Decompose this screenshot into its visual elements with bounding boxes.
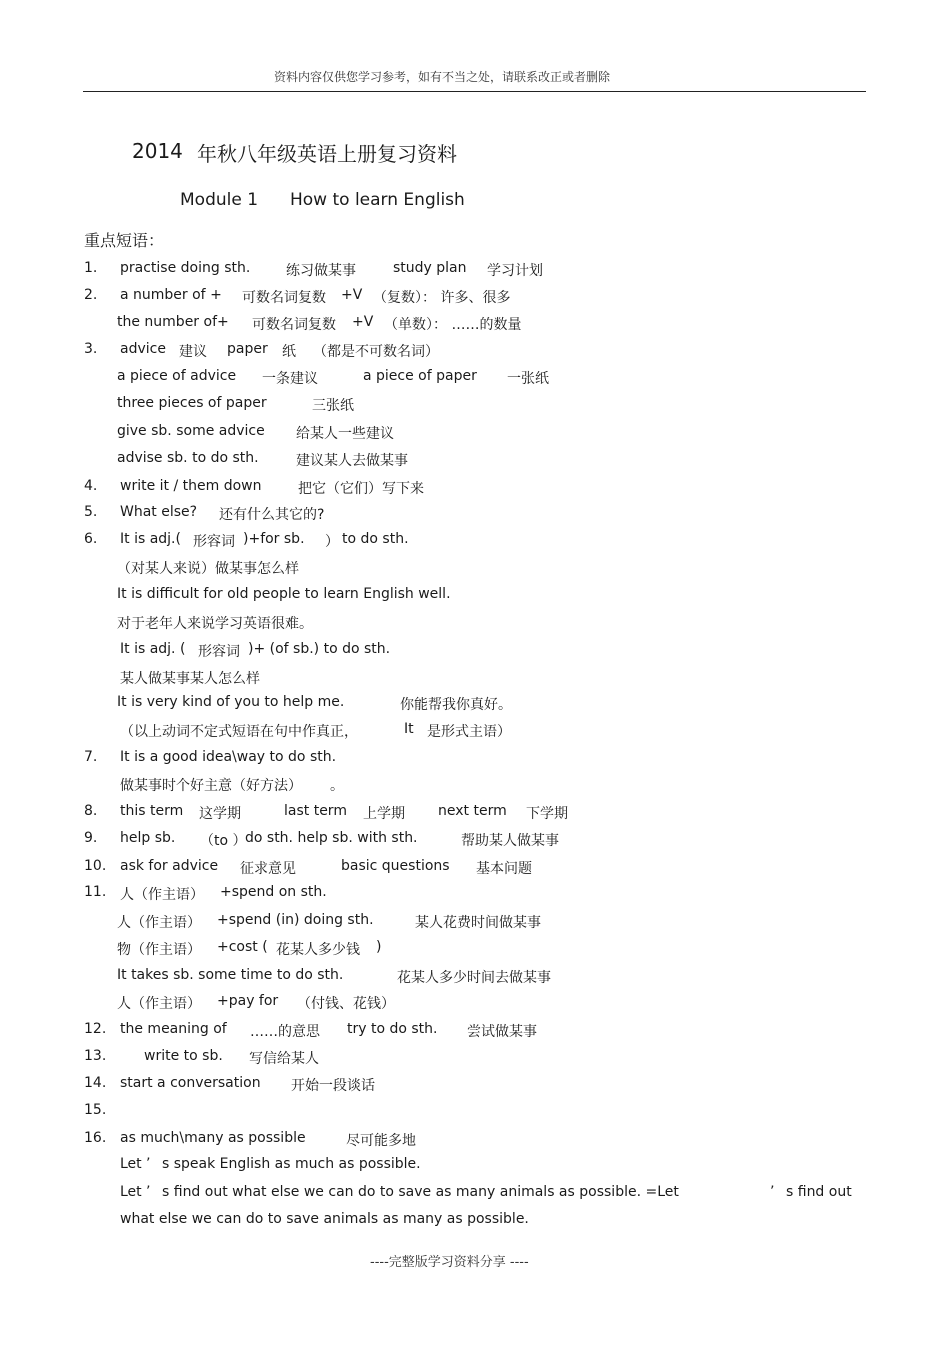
phrase-text: )+for sb. bbox=[243, 531, 305, 547]
item-number: 13. bbox=[84, 1048, 107, 1064]
phrase-text: try to do sth. bbox=[347, 1021, 438, 1037]
phrase-text: 你能帮我你真好。 bbox=[400, 697, 512, 713]
phrase-text: +V bbox=[352, 314, 374, 330]
phrase-text: a piece of paper bbox=[363, 368, 477, 384]
phrase-text: 给某人一些建议 bbox=[296, 426, 394, 442]
title-year: 2014 bbox=[132, 139, 183, 163]
phrase-text: 形容词 bbox=[193, 534, 235, 550]
phrase-text: 人（作主语） bbox=[117, 915, 201, 931]
phrase-text: 尽可能多地 bbox=[346, 1133, 416, 1149]
item-number: 14. bbox=[84, 1075, 107, 1091]
item-number: 4. bbox=[84, 478, 98, 494]
phrase-text: ’ bbox=[770, 1184, 775, 1200]
phrase-text: （以上动词不定式短语在句中作真正， bbox=[120, 724, 358, 740]
phrase-text: What else? bbox=[120, 504, 198, 520]
phrase-text: 帮助某人做某事 bbox=[461, 833, 559, 849]
phrase-text: +V bbox=[341, 287, 363, 303]
phrase-text: It is difficult for old people to learn English well. bbox=[117, 586, 451, 602]
phrase-text: （to ） bbox=[200, 833, 247, 849]
header-note: 资料内容仅供您学习参考，如有不当之处，请联系改正或者删除 bbox=[274, 70, 611, 84]
phrase-text: It is a good idea\way to do sth. bbox=[120, 749, 337, 765]
phrase-text: It bbox=[404, 721, 414, 737]
module-number: Module 1 bbox=[180, 190, 259, 210]
page-title: 年秋八年级英语上册复习资料 bbox=[197, 142, 457, 166]
phrase-text: ’ bbox=[146, 1184, 151, 1200]
phrase-text: 尝试做某事 bbox=[467, 1024, 537, 1040]
phrase-text: 某人花费时间做某事 bbox=[415, 915, 541, 931]
phrase-text: start a conversation bbox=[120, 1075, 261, 1091]
phrase-text: the number of+ bbox=[117, 314, 229, 330]
item-number: 1. bbox=[84, 260, 98, 276]
phrase-text: 上学期 bbox=[363, 806, 405, 822]
phrase-text: +spend on sth. bbox=[220, 884, 327, 900]
phrase-text: do sth. help sb. with sth. bbox=[245, 830, 418, 846]
phrase-text: （都是不可数名词） bbox=[313, 344, 439, 360]
phrase-text: +spend (in) doing sth. bbox=[217, 912, 374, 928]
phrase-text: write to sb. bbox=[144, 1048, 223, 1064]
phrase-text: write it / them down bbox=[120, 478, 262, 494]
section-heading: 重点短语： bbox=[84, 231, 165, 250]
phrase-text: Let bbox=[120, 1156, 142, 1172]
phrase-text: what else we can do to save animals as many as possible. bbox=[120, 1211, 529, 1227]
phrase-text: Let bbox=[120, 1184, 142, 1200]
phrase-text: advise sb. to do sth. bbox=[117, 450, 259, 466]
phrase-text: the meaning of bbox=[120, 1021, 227, 1037]
phrase-text: study plan bbox=[393, 260, 467, 276]
item-number: 12. bbox=[84, 1021, 107, 1037]
phrase-text: 某人做某事某人怎么样 bbox=[120, 671, 260, 687]
item-number: 2. bbox=[84, 287, 98, 303]
phrase-text: 做某事时个好主意（好方法） bbox=[120, 778, 302, 794]
phrase-text: 建议某人去做某事 bbox=[296, 453, 408, 469]
phrase-text: 花某人多少时间去做某事 bbox=[397, 970, 551, 986]
phrase-text: 这学期 bbox=[199, 806, 241, 822]
phrase-text: 一条建议 bbox=[262, 371, 318, 387]
phrase-text: 还有什么其它的? bbox=[219, 507, 325, 523]
header-rule bbox=[83, 91, 866, 92]
phrase-text: 纸 bbox=[282, 344, 296, 360]
item-number: 9. bbox=[84, 830, 98, 846]
phrase-text: a piece of advice bbox=[117, 368, 237, 384]
phrase-text: 人（作主语） bbox=[117, 996, 201, 1012]
phrase-text: 一张纸 bbox=[507, 371, 549, 387]
phrase-text: （对某人来说）做某事怎么样 bbox=[117, 561, 299, 577]
phrase-text: s speak English as much as possible. bbox=[162, 1156, 421, 1172]
phrase-text: paper bbox=[227, 341, 268, 357]
phrase-text: help sb. bbox=[120, 830, 176, 846]
phrase-text: （复数）： 许多、很多 bbox=[373, 290, 511, 306]
phrase-text: （单数）： ……的数量 bbox=[384, 317, 522, 333]
phrase-text: （付钱、花钱） bbox=[297, 996, 395, 1012]
phrase-text: 征求意见 bbox=[240, 861, 296, 877]
phrase-text: 建议 bbox=[179, 344, 207, 360]
item-number: 5. bbox=[84, 504, 98, 520]
phrase-text: +cost ( bbox=[217, 939, 268, 955]
phrase-text: as much\many as possible bbox=[120, 1130, 306, 1146]
phrase-text: 基本问题 bbox=[476, 861, 532, 877]
phrase-text: 花某人多少钱 bbox=[276, 942, 360, 958]
phrase-text: s find out bbox=[786, 1184, 852, 1200]
phrase-text: 。 bbox=[330, 778, 344, 794]
item-number: 10. bbox=[84, 858, 107, 874]
phrase-text: )+ (of sb.) to do sth. bbox=[248, 641, 391, 657]
phrase-text: practise doing sth. bbox=[120, 260, 251, 276]
item-number: 3. bbox=[84, 341, 98, 357]
module-title: How to learn English bbox=[290, 190, 465, 210]
phrase-text: ’ bbox=[146, 1156, 151, 1172]
phrase-text: 可数名词复数 bbox=[242, 290, 326, 306]
phrase-text: ……的意思 bbox=[250, 1024, 320, 1040]
phrase-text: It is adj. ( bbox=[120, 641, 186, 657]
phrase-text: 是形式主语） bbox=[427, 724, 511, 740]
phrase-text: a number of + bbox=[120, 287, 222, 303]
item-number: 15. bbox=[84, 1102, 107, 1118]
footer-note: ----完整版学习资料分享 ---- bbox=[370, 1255, 529, 1270]
phrase-text: three pieces of paper bbox=[117, 395, 267, 411]
phrase-text: advice bbox=[120, 341, 166, 357]
item-number: 16. bbox=[84, 1130, 107, 1146]
phrase-text: next term bbox=[438, 803, 507, 819]
phrase-text: 练习做某事 bbox=[286, 263, 356, 279]
phrase-text: 学习计划 bbox=[487, 263, 543, 279]
phrase-text: 形容词 bbox=[198, 644, 240, 660]
phrase-text: 可数名词复数 bbox=[252, 317, 336, 333]
phrase-text: 下学期 bbox=[526, 806, 568, 822]
phrase-text: +pay for bbox=[217, 993, 279, 1009]
phrase-text: It is adj.( bbox=[120, 531, 181, 547]
phrase-text: 物（作主语） bbox=[117, 942, 201, 958]
phrase-text: last term bbox=[284, 803, 347, 819]
phrase-text: to do sth. bbox=[342, 531, 409, 547]
phrase-text: It takes sb. some time to do sth. bbox=[117, 967, 344, 983]
phrase-text: 三张纸 bbox=[312, 398, 354, 414]
item-number: 6. bbox=[84, 531, 98, 547]
phrase-text: 人（作主语） bbox=[120, 887, 204, 903]
item-number: 11. bbox=[84, 884, 107, 900]
phrase-text: 写信给某人 bbox=[249, 1051, 319, 1067]
phrase-text: ） bbox=[325, 534, 339, 550]
phrase-text: s find out what else we can do to save as many animals as possible. =Let bbox=[162, 1184, 679, 1200]
phrase-text: 开始一段谈话 bbox=[291, 1078, 375, 1094]
phrase-text: basic questions bbox=[341, 858, 450, 874]
phrase-text: this term bbox=[120, 803, 184, 819]
phrase-text: It is very kind of you to help me. bbox=[117, 694, 345, 710]
item-number: 7. bbox=[84, 749, 98, 765]
phrase-text: give sb. some advice bbox=[117, 423, 265, 439]
phrase-text: ) bbox=[376, 939, 382, 955]
phrase-text: ask for advice bbox=[120, 858, 219, 874]
phrase-text: 对于老年人来说学习英语很难。 bbox=[117, 616, 313, 632]
item-number: 8. bbox=[84, 803, 98, 819]
phrase-text: 把它（它们）写下来 bbox=[298, 481, 424, 497]
